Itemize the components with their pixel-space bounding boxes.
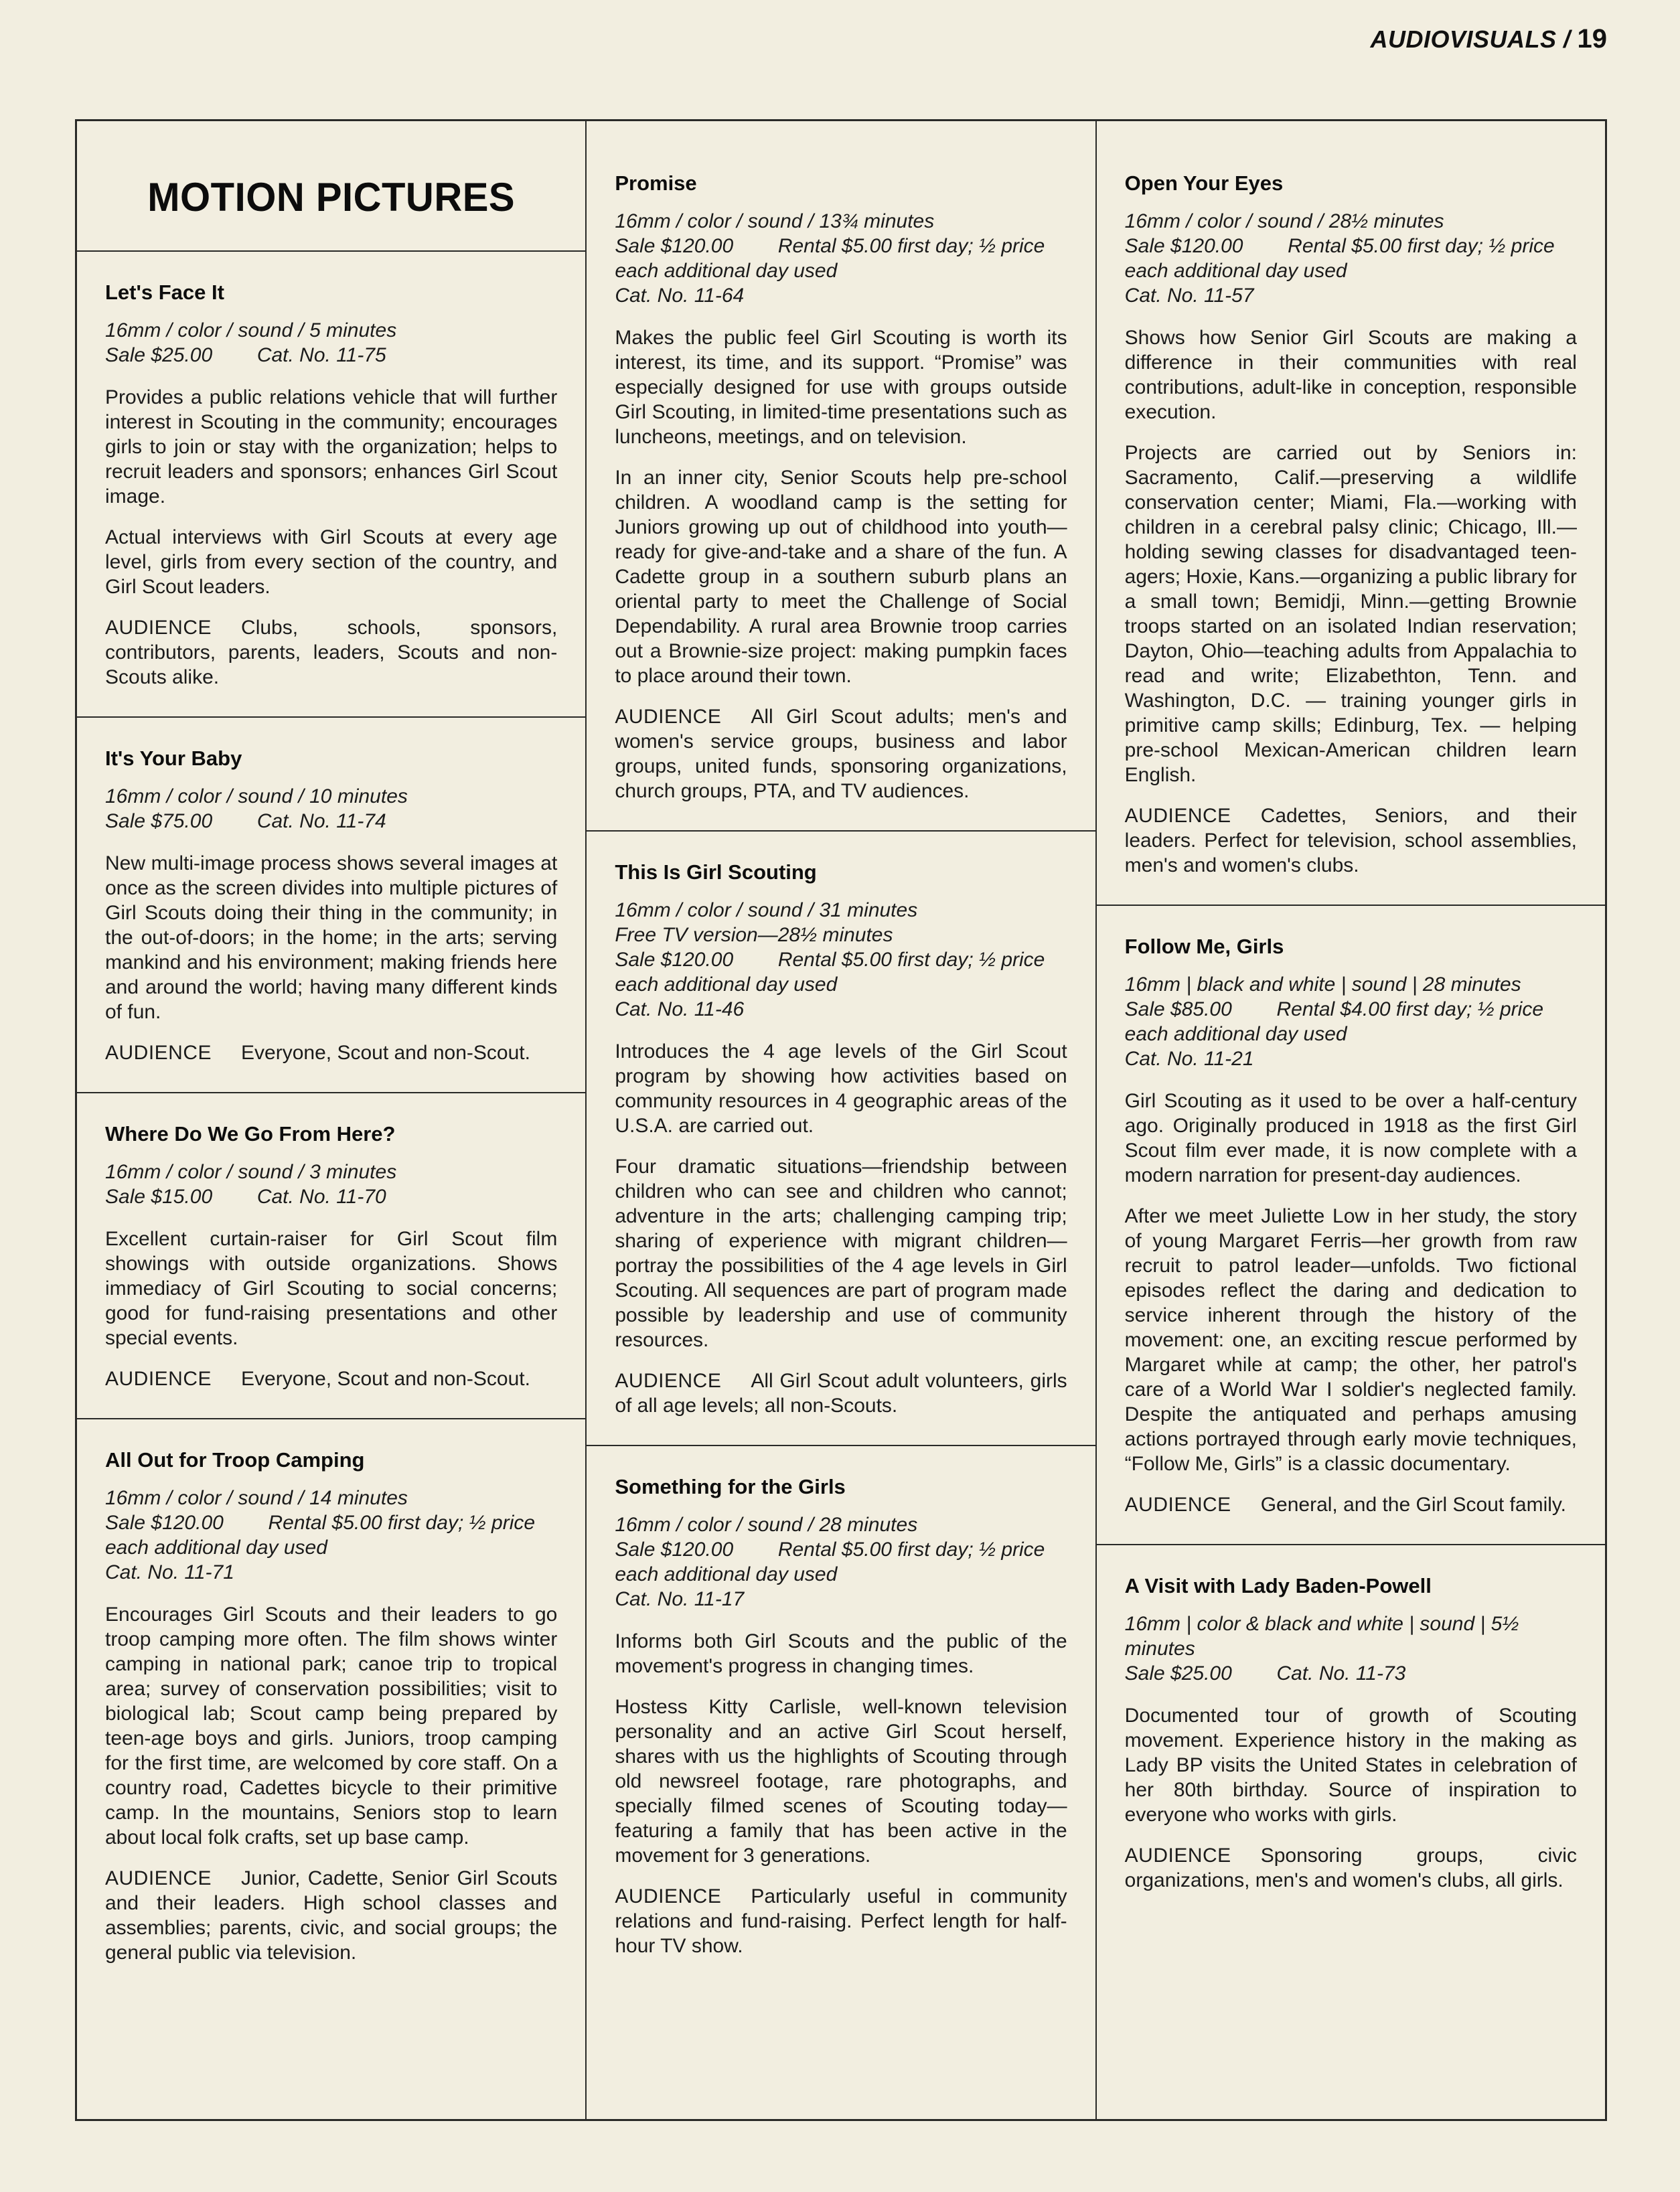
film-spec-line: Free TV version—28½ minutes <box>615 924 893 946</box>
audience-text: Everyone, Scout and non-Scout. <box>241 1042 530 1064</box>
film-listing <box>77 1419 585 1992</box>
film-description <box>105 385 557 599</box>
film-spec-line: Sale $120.00 Rental $5.00 first day; ½ price each additional day used <box>615 235 1051 282</box>
audience-text: All Girl Scout adults; men's and women's service groups, business and labor groups, united funds, sponsoring organizations, church groups, PTA, and TV audiences. <box>615 706 1067 802</box>
audience-text: All Girl Scout adult volunteers, girls of all age levels; all non-Scouts. <box>615 1370 1067 1417</box>
film-description <box>105 851 557 1024</box>
film-paragraph: New multi-image process shows several images at once as the screen divides into multiple pictures of Girl Scouts doing their thing in the community; in the out-of-doors; in the home; in the arts; serving mankind and his environment; making friends here and around the world; having many different kinds of fun. <box>105 852 558 1023</box>
film-spec-line: Cat. No. 11-46 <box>615 998 745 1020</box>
film-spec-line: Sale $120.00 Rental $5.00 first day; ½ price each additional day used <box>615 949 1051 996</box>
film-listing <box>587 121 1095 832</box>
audience-label: AUDIENCE <box>1124 805 1231 827</box>
audience-text: Clubs, schools, sponsors, contributors, parents, leaders, Scouts and non-Scouts alike. <box>105 617 558 688</box>
film-audience <box>105 1366 557 1391</box>
audience-label: AUDIENCE <box>615 1885 722 1907</box>
film-listing <box>1097 121 1605 906</box>
audience-label: AUDIENCE <box>105 617 212 639</box>
film-spec-line: Sale $120.00 Rental $5.00 first day; ½ price each additional day used <box>105 1512 541 1559</box>
film-paragraph: Introduces the 4 age levels of the Girl Scout program by showing how activities based on community resources in 4 geographic areas of the U.S.A. are carried out. <box>615 1040 1067 1137</box>
film-spec-line: 16mm / color / sound / 3 minutes <box>105 1161 397 1183</box>
film-spec-line: Sale $85.00 Rental $4.00 first day; ½ price each additional day used <box>1124 998 1549 1045</box>
film-description <box>105 1227 557 1350</box>
film-spec-line: 16mm | color & black and white | sound | 5½ minutes <box>1124 1613 1525 1660</box>
film-paragraph: After we meet Juliette Low in her study, the story of young Margaret Ferris—her growth from raw recruit to patrol leader—unfolds. Two fictional episodes reflect the daring and dedication to service inherent through the history of the movement: one, an exciting rescue performed by Margaret while at camp; the other, her patrol's care of a World War I soldier's neglected family. Despite the antiquated and perhaps amusing actions portrayed through early movie techniques, “Follow Me, Girls” is a classic documentary. <box>1124 1205 1577 1475</box>
film-spec-line: Cat. No. 11-71 <box>105 1561 234 1583</box>
film-specs <box>1125 209 1577 308</box>
film-spec-line: 16mm / color / sound / 10 minutes <box>105 785 408 807</box>
film-paragraph: Documented tour of growth of Scouting movement. Experience history in the making as Lady BP visits the United States in celebration of her 80th birthday. Source of inspiration to everyone who works with girls. <box>1124 1705 1577 1826</box>
film-paragraph: Girl Scouting as it used to be over a half-century ago. Originally produced in 1918 as the first Girl Scout film ever made, it is now complete with a modern narration for present-day audiences. <box>1124 1090 1577 1186</box>
film-specs <box>615 1512 1067 1612</box>
film-specs <box>1125 1612 1577 1686</box>
film-paragraph: Hostess Kitty Carlisle, well-known television personality and an active Girl Scout herself, shares with us the highlights of Scouting through old newsreel footage, rare photographs, and specially filmed scenes of Scouting today—featuring a family that has been active in the movement for 3 generations. <box>615 1696 1067 1867</box>
page-header-section-label: AUDIOVISUALS / <box>1370 25 1571 53</box>
section-title: MOTION PICTURES <box>147 174 516 220</box>
film-paragraph: Projects are carried out by Seniors in: Sacramento, Calif.—preserving a wildlife conservation center; Miami, Fla.—working with children in a cerebral palsy clinic; Chicago, Ill.—holding sewing classes for disadvantaged teen-agers; Hoxie, Kans.—organizing a public library for a small town; Bemidji, Minn.—getting Brownie troops started on an isolated Indian reservation; Dayton, Ohio—teaching adults from Appalachia to read and write; Elizabethton, Tenn. and Washington, D.C. — training younger girls in primitive camp skills; Edinburg, Tex. — helping pre-school Mexican-American children learn English. <box>1124 442 1577 786</box>
audience-text: Everyone, Scout and non-Scout. <box>241 1368 530 1390</box>
column-left-items <box>77 252 585 1992</box>
film-paragraph: Encourages Girl Scouts and their leaders to go troop camping more often. The film shows winter camping in national park; canoe trip to tropical area; survey of conservation possibilities; visit to biological lab; Scout camp being prepared by teen-age boys and girls. Juniors, troop camping for the first time, are welcomed by core staff. On a country road, Cadettes bicycle to their primitive camp. In the mountains, Seniors stop to learn about local folk crafts, set up base camp. <box>105 1603 558 1849</box>
film-title: Follow Me, Girls <box>1124 935 1284 958</box>
film-specs <box>105 784 557 834</box>
film-audience <box>105 1866 557 1965</box>
film-spec-line: 16mm / color / sound / 5 minutes <box>105 319 397 341</box>
audience-label: AUDIENCE <box>105 1368 212 1390</box>
column-left <box>77 121 585 2119</box>
film-title: It's Your Baby <box>105 747 242 770</box>
film-audience <box>105 615 557 690</box>
film-spec-line: 16mm / color / sound / 28½ minutes <box>1124 210 1444 232</box>
film-specs <box>1125 972 1577 1071</box>
audience-label: AUDIENCE <box>1124 1494 1231 1516</box>
film-spec-line: 16mm / color / sound / 28 minutes <box>615 1514 918 1536</box>
film-paragraph: Makes the public feel Girl Scouting is worth its interest, its time, and its support. “Promise” was especially designed for use with groups outside Girl Scouting, in limited-time presentations such as luncheons, meetings, and on television. <box>615 327 1067 448</box>
film-spec-line: 16mm / color / sound / 31 minutes <box>615 899 918 921</box>
film-spec-line: 16mm / color / sound / 14 minutes <box>105 1487 408 1509</box>
audience-text: Junior, Cadette, Senior Girl Scouts and their leaders. High school classes and assemblies; parents, civic, and social groups; the general public via television. <box>105 1867 558 1964</box>
film-listing <box>587 832 1095 1446</box>
film-listing <box>77 718 585 1093</box>
film-specs <box>105 318 557 368</box>
film-specs <box>105 1486 557 1585</box>
film-audience <box>105 1040 557 1065</box>
column-middle-items <box>587 121 1095 1985</box>
film-description <box>615 325 1067 688</box>
film-audience <box>615 1368 1067 1418</box>
film-description <box>615 1629 1067 1868</box>
film-spec-line: Cat. No. 11-17 <box>615 1588 745 1610</box>
audience-text: General, and the Girl Scout family. <box>1260 1494 1567 1516</box>
column-right <box>1095 121 1605 2119</box>
audience-text: Sponsoring groups, civic organizations, men's and women's clubs, all girls. <box>1124 1845 1577 1891</box>
film-description <box>1125 1703 1577 1827</box>
film-spec-line: Sale $15.00 Cat. No. 11-70 <box>105 1186 386 1208</box>
film-title: Open Your Eyes <box>1124 171 1284 195</box>
film-title: Something for the Girls <box>615 1475 846 1498</box>
film-spec-line: Sale $120.00 Rental $5.00 first day; ½ price each additional day used <box>615 1539 1051 1585</box>
film-spec-line: Cat. No. 11-21 <box>1124 1048 1254 1070</box>
audience-label: AUDIENCE <box>1124 1845 1231 1867</box>
film-specs <box>615 898 1067 1022</box>
film-paragraph: Actual interviews with Girl Scouts at every age level, girls from every section of the country, and Girl Scout leaders. <box>105 526 558 598</box>
column-right-items <box>1097 121 1605 1920</box>
page-header <box>75 24 1607 54</box>
film-title: All Out for Troop Camping <box>105 1448 365 1472</box>
film-description <box>105 1602 557 1850</box>
film-spec-line: Sale $25.00 Cat. No. 11-75 <box>105 344 386 366</box>
film-audience <box>1125 1492 1577 1517</box>
audience-label: AUDIENCE <box>615 706 722 728</box>
film-spec-line: 16mm / color / sound / 13¾ minutes <box>615 210 935 232</box>
film-listing <box>77 1093 585 1419</box>
film-specs <box>615 209 1067 308</box>
film-spec-line: Sale $75.00 Cat. No. 11-74 <box>105 810 386 832</box>
film-audience <box>615 704 1067 803</box>
film-paragraph: Informs both Girl Scouts and the public of the movement's progress in changing times. <box>615 1630 1067 1677</box>
film-description <box>1125 1089 1577 1476</box>
film-spec-line: Sale $120.00 Rental $5.00 first day; ½ price each additional day used <box>1124 235 1561 282</box>
film-paragraph: Shows how Senior Girl Scouts are making a difference in their communities with real contributions, adult-like in conception, responsible execution. <box>1124 327 1577 423</box>
film-audience <box>1125 803 1577 878</box>
film-spec-line: Cat. No. 11-64 <box>615 285 745 307</box>
film-paragraph: Provides a public relations vehicle that will further interest in Scouting in the community; encourages girls to join or stay with the organization; helps to recruit leaders and sponsors; enhances Girl Scout image. <box>105 386 558 507</box>
film-listing <box>1097 906 1605 1545</box>
film-spec-line: Sale $25.00 Cat. No. 11-73 <box>1124 1662 1406 1685</box>
film-title: A Visit with Lady Baden-Powell <box>1124 1574 1432 1597</box>
audience-text: Cadettes, Seniors, and their leaders. Perfect for television, school assemblies, men's and women's clubs. <box>1124 805 1577 876</box>
film-title: Let's Face It <box>105 281 224 304</box>
film-specs <box>105 1160 557 1209</box>
film-audience <box>1125 1843 1577 1893</box>
audience-label: AUDIENCE <box>105 1867 212 1889</box>
column-middle <box>585 121 1095 2119</box>
film-spec-line: Cat. No. 11-57 <box>1124 285 1254 307</box>
film-title: Where Do We Go From Here? <box>105 1122 396 1146</box>
film-description <box>1125 325 1577 787</box>
audience-label: AUDIENCE <box>105 1042 212 1064</box>
film-paragraph: Four dramatic situations—friendship between children who can see and children who cannot; adventure in the arts; challenging camping trip; sharing of experience with migrant children—portray the possibilities of the 4 age levels in Girl Scouting. All sequences are part of program made possible by leadership and use of community resources. <box>615 1156 1067 1351</box>
film-spec-line: 16mm | black and white | sound | 28 minutes <box>1124 973 1521 996</box>
film-listing <box>77 252 585 718</box>
film-audience <box>615 1884 1067 1958</box>
film-title: Promise <box>615 171 697 195</box>
film-description <box>615 1039 1067 1352</box>
film-listing <box>587 1446 1095 1985</box>
audience-label: AUDIENCE <box>615 1370 722 1392</box>
film-paragraph: Excellent curtain-raiser for Girl Scout film showings with outside organizations. Shows immediacy of Girl Scouting to social concerns; good for fund-raising presentations and other special events. <box>105 1228 558 1349</box>
catalog-box <box>75 119 1607 2121</box>
section-header <box>77 121 585 252</box>
page-number: 19 <box>1577 24 1607 54</box>
film-title: This Is Girl Scouting <box>615 860 817 884</box>
film-paragraph: In an inner city, Senior Scouts help pre-school children. A woodland camp is the setting for Juniors growing up out of childhood into youth—ready for give-and-take and a share of the fun. A Cadette group in a southern suburb plans an oriental party to meet the Challenge of Social Dependability. A rural area Brownie troop carries out a Brownie-size project: making pumpkin faces to place around their town. <box>615 467 1067 687</box>
film-listing <box>1097 1545 1605 1920</box>
audience-text: Particularly useful in community relations and fund-raising. Perfect length for half-hour TV show. <box>615 1885 1067 1957</box>
